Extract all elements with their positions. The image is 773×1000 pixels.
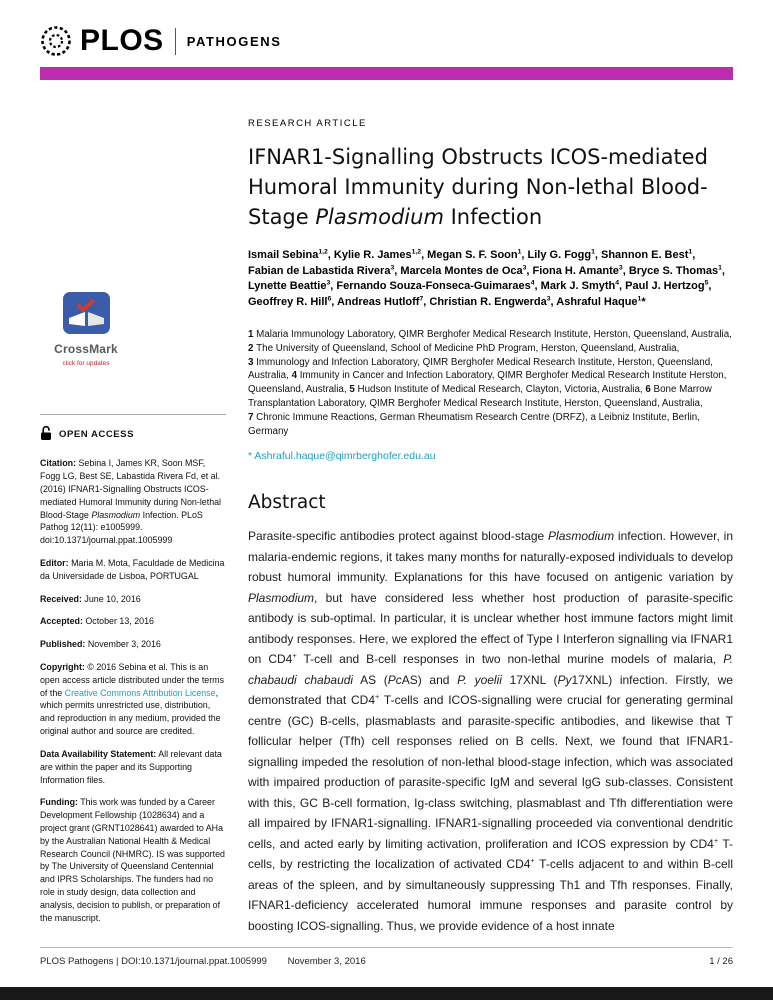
data-availability-text: All relevant data are within the paper and its Supporting Information files. — [40, 748, 222, 785]
footer-date: November 3, 2016 — [287, 956, 366, 967]
corresponding-author-line — [248, 450, 733, 462]
crossmark-tagline: click for updates — [62, 360, 110, 368]
abstract-heading: Abstract — [248, 492, 326, 514]
abstract-text: Parasite-specific antibodies protect against blood-stage Plasmodium infection. However, in malaria-endemic regions, it takes many months for naturally-exposed individuals to develop robust humoral immunity. Explanations for this have focused on antigenic variation by Plasmodium, but have considered less whether host production of parasite-specific antibody is sub-optimal. In particular, it is unclear whether host immune factors might limit antibody responses. Here, we explored the effect of Type I Interferon signalling via IFNAR1 on CD4+ T-cell and B-cell responses in two non-lethal murine models of malaria, P. chabaudi chabaudi AS (PcAS) and P. yoelii 17XNL (Py17XNL) infection. Firstly, we demonstrated that CD4+ T-cells and ICOS-signalling were crucial for generating germinal centre (GC) B-cells, plasmablasts and parasite-specific antibodies, and likewise that T follicular helper (Tfh) cell responses relied on B cells. Next, we found that IFNAR1-signalling impeded the resolution of non-lethal blood-stage infection, which was associated with impaired production of parasite-specific IgM and several IgG sub-classes. Consistent with this, GC B-cell formation, Ig-class switching, plasmablast and Tfh differentiation were all impaired by IFNAR1-signalling. IFNAR1-signalling proceeded via conventional dendritic cells, and acted early by limiting activation, proliferation and ICOS expression by CD4+ T-cells, by restricting the localization of activated CD4+ T-cells adjacent to and within B-cell areas of the spleen, and by simultaneously suppressing Th1 and Tfh responses. Finally, IFNAR1-deficiency accelerated humoral immune responses and parasite control by boosting ICOS-signalling. Thus, we provide evidence of a host innate — [248, 529, 734, 933]
funding-block — [40, 796, 226, 924]
editor-label: Editor: — [40, 557, 69, 568]
copyright-label: Copyright: — [40, 662, 85, 672]
received-block — [40, 593, 226, 606]
journal-header — [0, 0, 773, 58]
article-title: IFNAR1-Signalling Obstructs ICOS-mediated Humoral Immunity during Non-lethal Blood-Stage Plasmodium Infection — [248, 145, 708, 229]
received-date: June 10, 2016 — [84, 593, 141, 604]
crossmark-icon — [63, 326, 110, 336]
citation-block — [40, 457, 226, 547]
open-access-label: OPEN ACCESS — [59, 429, 134, 441]
crossmark-badge[interactable] — [44, 292, 128, 368]
funding-label: Funding: — [40, 797, 78, 808]
editor-block — [40, 557, 226, 583]
citation-label: Citation: — [40, 458, 76, 469]
copyright-text: © 2016 Sebina et al. This is an open access article distributed under the terms of the Creative Commons Attribution License, which permits unrestricted use, distribution, and reproduction in any medium, provided the original author and source are credited. — [40, 662, 225, 737]
plos-logo — [40, 24, 733, 58]
article-body — [0, 80, 773, 936]
citation-text: Sebina I, James KR, Soon MSF, Fogg LG, Best SE, Labastida Rivera Fd, et al. (2016) IFNAR1-Signalling Obstructs ICOS-mediated Humoral Immunity during Non-lethal Blood-Stage Plasmodium Infection. PLoS Pathog 12(11): e1005999. doi:10.1371/journal.ppat.1005999 — [40, 458, 222, 546]
bottom-edge-bar — [0, 987, 773, 1000]
accepted-label: Accepted: — [40, 616, 83, 627]
journal-name: PATHOGENS — [186, 33, 282, 49]
accepted-date: October 13, 2016 — [85, 616, 154, 627]
open-lock-icon — [40, 425, 52, 445]
article-type-label: RESEARCH ARTICLE — [248, 118, 367, 129]
published-label: Published: — [40, 639, 86, 650]
data-availability-label: Data Availability Statement: — [40, 748, 157, 759]
open-access-badge — [40, 414, 226, 445]
creative-commons-link[interactable]: Creative Commons Attribution License — [64, 687, 216, 698]
received-label: Received: — [40, 593, 82, 604]
brand-color-bar — [40, 67, 733, 80]
data-availability-block — [40, 748, 226, 786]
article-main — [226, 80, 733, 936]
funding-text: This work was funded by a Career Development Fellowship (1028634) and a project grant (GRNT1028641) awarded to AHa by the Australian National Health & Medical Research Council (NHMRC). IS was supported by The University of Queensland Centennial and IPRS Scholarships. The funders had no role in study design, data collection and analysis, decision to publish, or preparation of the manuscript. — [40, 797, 225, 923]
accepted-block — [40, 615, 226, 628]
footer-page-number: 1 / 26 — [709, 956, 733, 967]
published-block — [40, 638, 226, 651]
author-list: Ismail Sebina$^{1,2}$, Kylie R. James$^{1,2}$, Megan S. F. Soon$^1$, Lily G. Fogg$^1$, Shannon E. Best$^1$, Fabian de Labastida Rivera$^3$, Marcela Montes de Oca$^3$, Fiona H. Amante$^3$, Bryce S. Thomas$^1$, Lynette Beattie$^3$, Fernando Souza-Fonseca-Guimaraes$^4$, Mark J. Smyth$^4$, Paul J. Hertzog$^5$, Geoffrey R. Hill$^6$, Andreas Hutloff$^7$, Christian R. Engwerda$^3$, Ashraful Haque$^1$* — [248, 248, 725, 308]
page-footer — [40, 947, 733, 967]
logo-divider — [175, 28, 176, 55]
article-sidebar — [40, 80, 226, 936]
plos-logo-icon — [40, 25, 72, 57]
affiliation-list: 1 Malaria Immunology Laboratory, QIMR Berghofer Medical Research Institute, Herston, Queensland, Australia, 2 The University of Queensland, School of Medicine PhD Program, Herston, Queensland, Australia, 3 Immunology and Infection Laboratory, QIMR Berghofer Medical Research Institute, Herston, Queensland, Australia, 4 Immunity in Cancer and Infection Laboratory, QIMR Berghofer Medical Research Institute Herston, Queensland, Australia, 5 Hudson Institute of Medical Research, Clayton, Victoria, Australia, 6 Bone Marrow Transplantation Laboratory, QIMR Berghofer Medical Research Institute, Herston, Queensland, Australia, 7 Chronic Immune Reactions, German Rheumatism Research Centre (DRFZ), a Leibniz Institute, Berlin, Germany — [248, 329, 732, 437]
footer-citation — [40, 956, 366, 967]
corresponding-email-link[interactable]: * Ashraful.haque@qimrberghofer.edu.au — [248, 450, 436, 463]
published-date: November 3, 2016 — [87, 639, 161, 650]
footer-journal-doi: PLOS Pathogens | DOI:10.1371/journal.ppat.1005999 — [40, 956, 267, 967]
copyright-block — [40, 661, 226, 738]
plos-wordmark: PLOS — [80, 24, 164, 57]
crossmark-label: CrossMark — [54, 341, 118, 356]
editor-text: Maria M. Mota, Faculdade de Medicina da Universidade de Lisboa, PORTUGAL — [40, 557, 225, 581]
